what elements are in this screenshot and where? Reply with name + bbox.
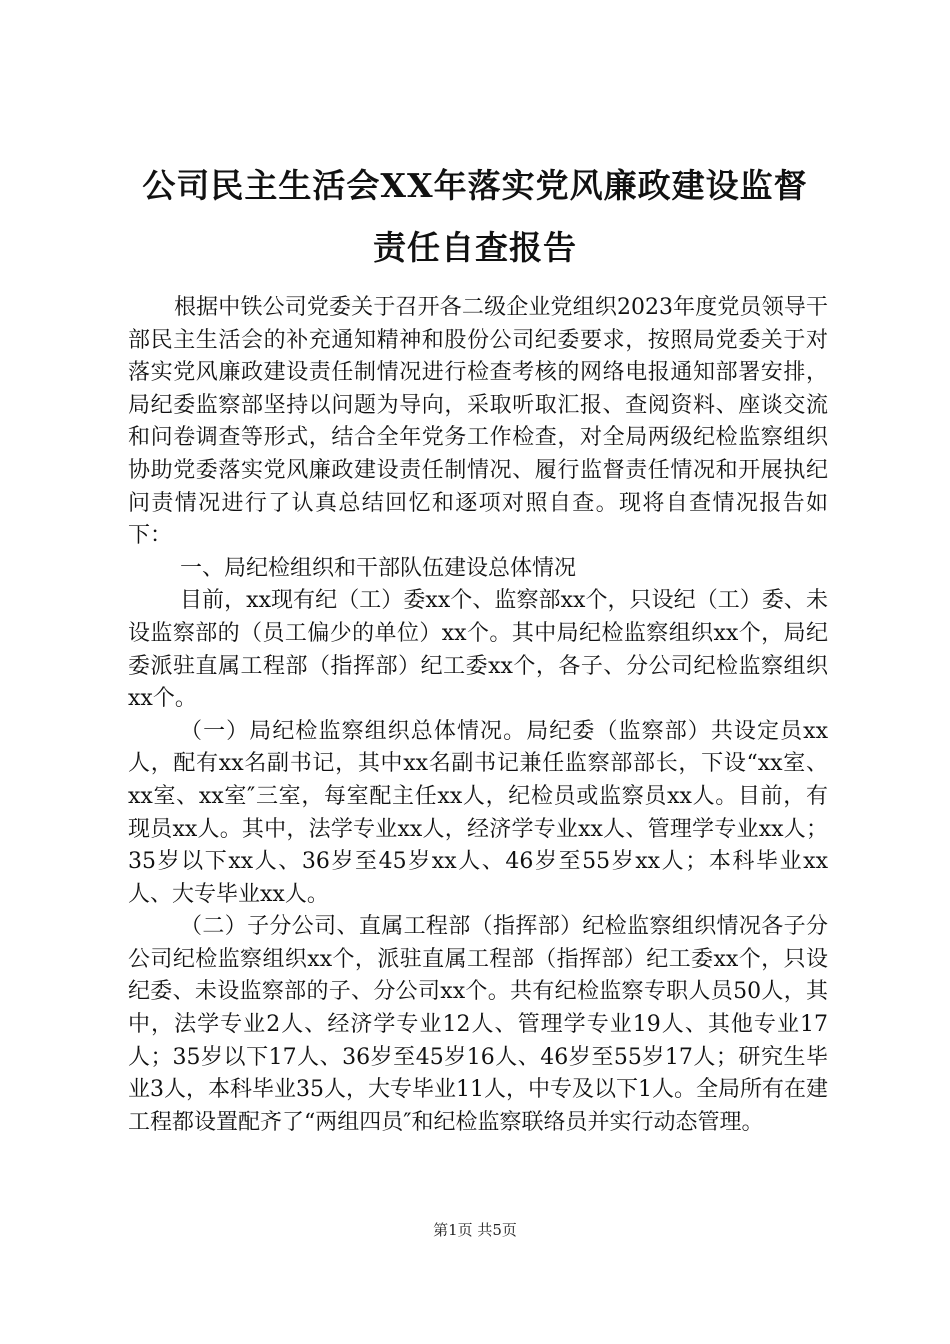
page-number-footer: 第1页 共5页 [433,1221,517,1239]
paragraph-subsection-2: （二）子分公司、直属工程部（指挥部）纪检监察组织情况各子分公司纪检监察组织xx个，派驻直属工程部（指挥部）纪工委xx个，只设纪委、未设监察部的子、分公司xx个。共有纪检监察专职人员50人，其中，法学专业2人、经济学专业12人、管理学专业19人、其他专业17人；35岁以下17人、36岁至45岁16人、46岁至55岁17人；研究生毕业3人，本科毕业35人，大专毕业11人，中专及以下1人。全局所有在建工程都设置配齐了“两组四员″和纪检监察联络员并实行动态管理。 [128,914,828,1135]
document-title-line-2: 责任自查报告 [373,228,577,267]
section-heading-1: 一、局纪检组织和干部队伍建设总体情况 [180,555,577,581]
paragraph-subsection-1: （一）局纪检监察组织总体情况。局纪委（监察部）共设定员xx人，配有xx名副书记，其中xx名副书记兼任监察部部长，下设“xx室、xx室、xx室″三室，每室配主任xx人，纪检员或监察员xx人。目前，有现员xx人。其中，法学专业xx人，经济学专业xx人、管理学专业xx人；35岁以下xx人、36岁至45岁xx人、46岁至55岁xx人；本科毕业xx人、大专毕业xx人。 [128,718,828,907]
document-title-line-1: 公司民主生活会XX年落实党风廉政建设监督 [142,166,808,205]
paragraph-intro: 根据中铁公司党委关于召开各二级企业党组织2023年度党员领导干部民主生活会的补充通知精神和股份公司纪委要求，按照局党委关于对落实党风廉政建设责任制情况进行检查考核的网络电报通知部署安排，局纪委监察部坚持以问题为导向，采取听取汇报、查阅资料、座谈交流和问卷调查等形式，结合全年党务工作检查，对全局两级纪检监察组织协助党委落实党风廉政建设责任制情况、履行监督责任情况和开展执纪问责情况进行了认真总结回忆和逐项对照自查。现将自查情况报告如下： [128,295,828,549]
paragraph-overview: 目前，xx现有纪（工）委xx个、监察部xx个，只设纪（工）委、未设监察部的（员工偏少的单位）xx个。其中局纪检监察组织xx个，局纪委派驻直属工程部（指挥部）纪工委xx个，各子、分公司纪检监察组织xx个。 [128,588,828,712]
document-body [128,292,828,1139]
